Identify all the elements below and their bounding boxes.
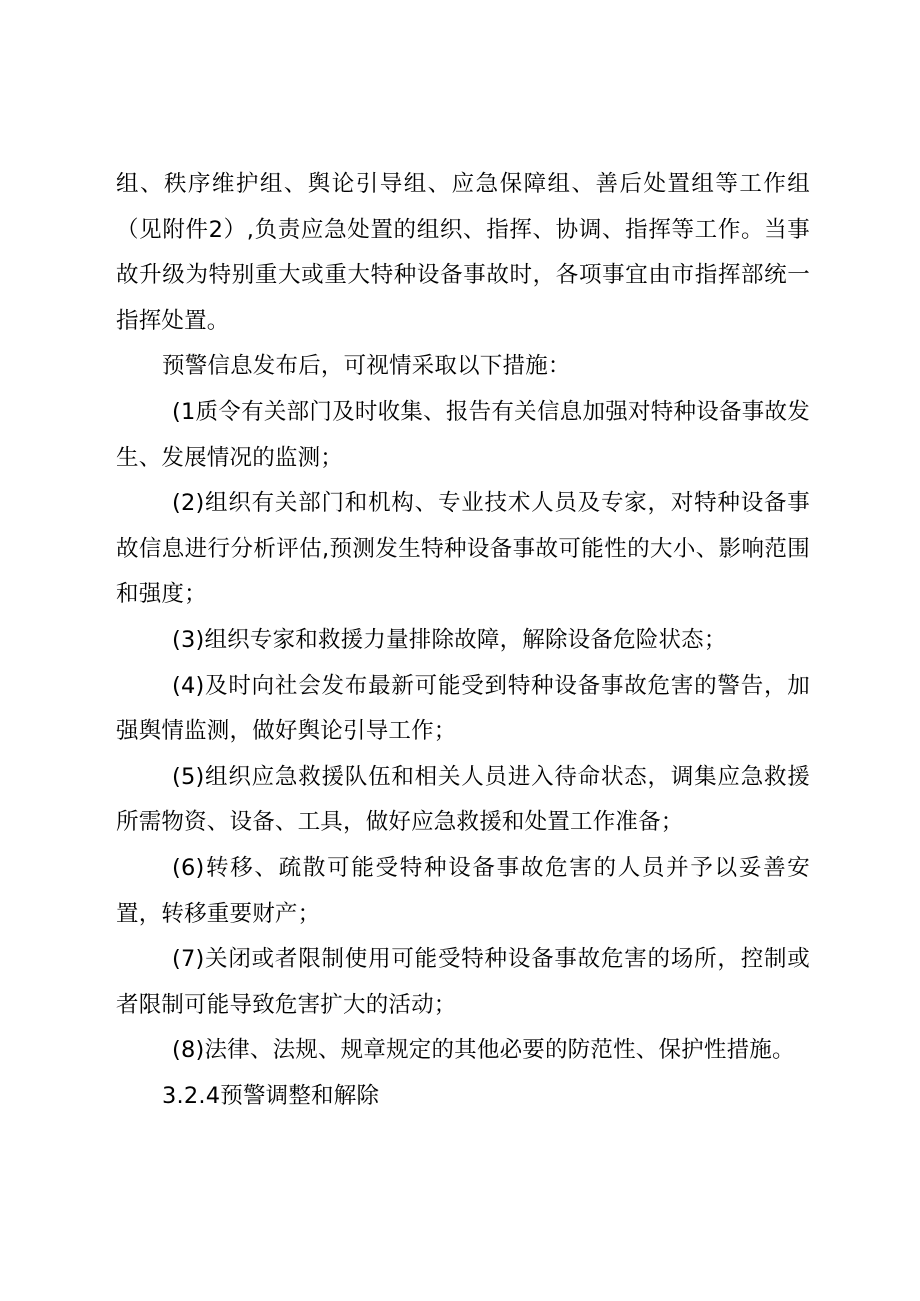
- list-item-measure-8: (8)法律、法规、规章规定的其他必要的防范性、保护性措施。: [172, 1037, 795, 1064]
- list-item-measure-6: (6)转移、疏散可能受特种设备事故危害的人员并予以妥善安置，转移重要财产；: [116, 854, 810, 927]
- list-item-measure-3: (3)组织专家和救援力量排除故障，解除设备危险状态；: [172, 626, 727, 653]
- list-item-measure-1: (1质令有关部门及时收集、报告有关信息加强对特种设备事故发生、发展情况的监测；: [116, 398, 810, 471]
- document-body: [116, 162, 810, 1119]
- paragraph-working-groups: 组、秩序维护组、舆论引导组、应急保障组、善后处置组等工作组（见附件2）,负责应急处置的组织、指挥、协调、指挥等工作。当事故升级为特别重大或重大特种设备事故时，各项事宜由市指挥部统一指挥处置。: [116, 171, 810, 334]
- list-item-measure-2: (2)组织有关部门和机构、专业技术人员及专家，对特种设备事故信息进行分析评估,预测发生特种设备事故可能性的大小、影响范围和强度；: [116, 490, 810, 608]
- paragraph-warning-measures-intro: 预警信息发布后，可视情采取以下措施：: [162, 353, 571, 380]
- list-item-measure-4: (4)及时向社会发布最新可能受到特种设备事故危害的警告，加强舆情监测，做好舆论引导工作；: [116, 672, 810, 745]
- list-item-measure-7: (7)关闭或者限制使用可能受特种设备事故危害的场所，控制或者限制可能导致危害扩大的活动；: [116, 946, 810, 1018]
- section-heading: 3.2.4预警调整和解除: [162, 1082, 380, 1109]
- list-item-measure-5: (5)组织应急救援队伍和相关人员进入待命状态，调集应急救援所需物资、设备、工具，做好应急救援和处置工作准备；: [116, 763, 810, 836]
